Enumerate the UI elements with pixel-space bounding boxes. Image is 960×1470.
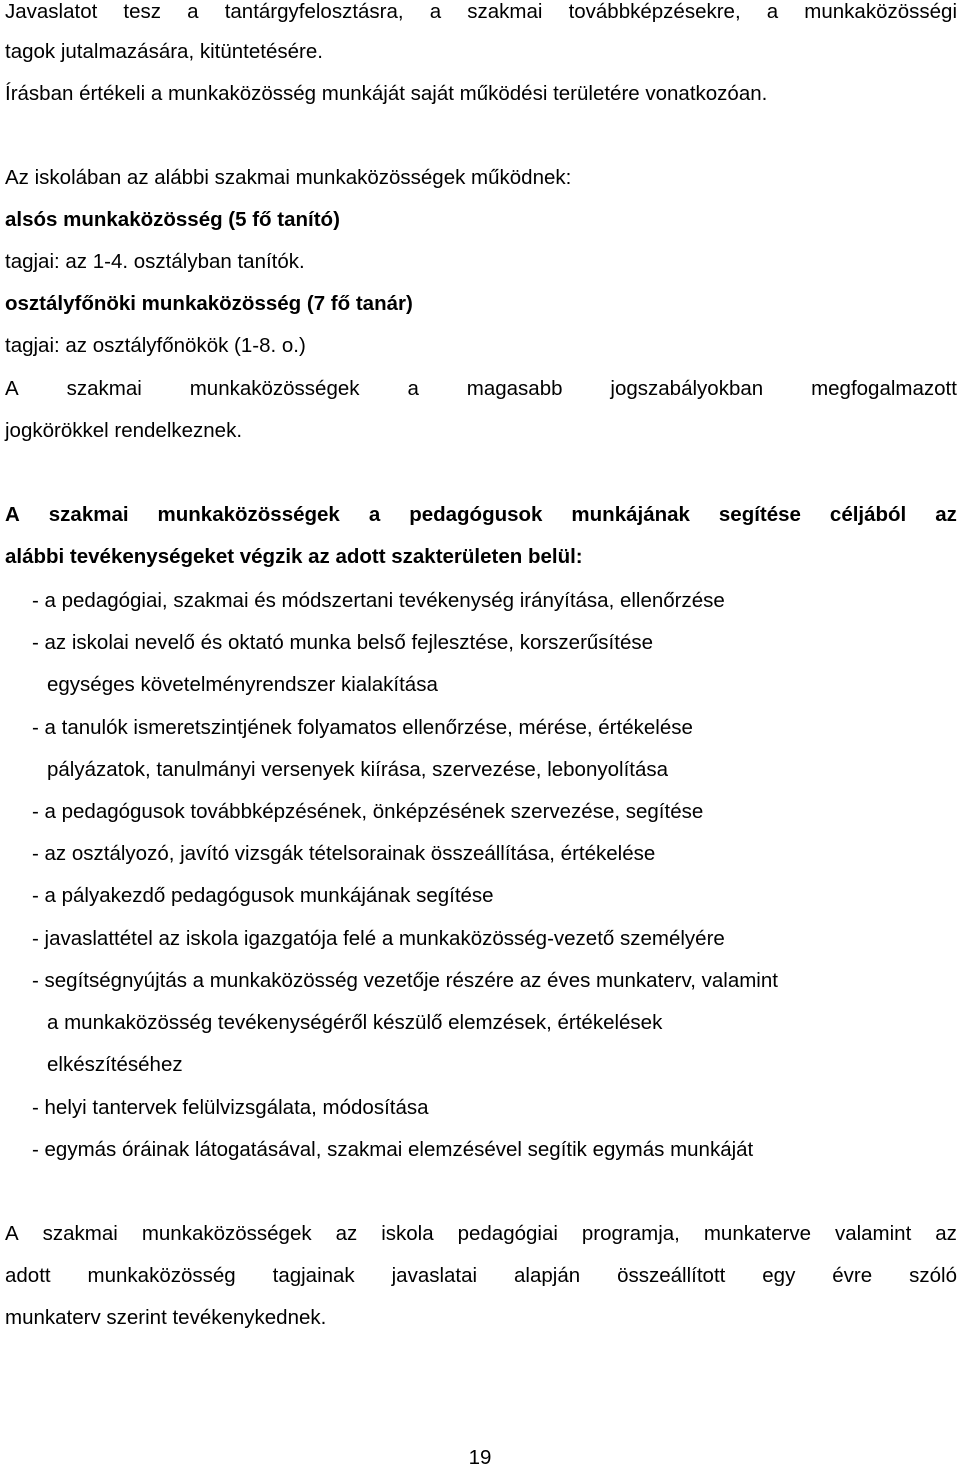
list-item: - helyi tantervek felülvizsgálata, módosítása [32, 1096, 429, 1119]
closing-line-2 [5, 1264, 957, 1288]
closing-word: programja, [581, 1222, 680, 1245]
list-item: - a pedagógiai, szakmai és módszertani tevékenység irányítása, ellenőrzése [32, 589, 725, 612]
activities-word: segítése [718, 503, 801, 526]
activities-word: a [368, 503, 381, 526]
activities-word: pedagógusok [409, 503, 543, 526]
closing-line-3: munkaterv szerint tevékenykednek. [5, 1306, 327, 1329]
communities-heading: Az iskolában az alábbi szakmai munkaközösségek működnek: [5, 166, 572, 189]
activities-word: céljából [829, 503, 907, 526]
powers-word: A [5, 377, 19, 400]
powers-line-1 [5, 377, 957, 401]
list-item: elkészítéséhez [47, 1053, 183, 1076]
closing-word: munkaterve [703, 1222, 811, 1245]
group2-title: osztályfőnöki munkaközösség (7 fő tanár) [5, 292, 413, 315]
closing-word: munkaközösségek [141, 1222, 312, 1245]
list-item: - javaslattétel az iskola igazgatója felé a munkaközösség-vezető személyére [32, 927, 725, 950]
closing-word: szakmai [42, 1222, 118, 1245]
list-item: - az osztályozó, javító vizsgák tételsorainak összeállítása, értékelése [32, 842, 656, 865]
closing-word: javaslatai [391, 1264, 478, 1287]
closing-word: évre [832, 1264, 873, 1287]
closing-word: alapján [514, 1264, 581, 1287]
activities-word: az [935, 503, 957, 526]
powers-word: jogszabályokban [610, 377, 764, 400]
list-item: - a tanulók ismeretszintjének folyamatos ellenőrzése, mérése, értékelése [32, 716, 693, 739]
closing-word: pedagógiai [457, 1222, 558, 1245]
closing-word: az [935, 1222, 957, 1245]
closing-word: szóló [909, 1264, 957, 1287]
intro-line-1-text: Javaslatot tesz a tantárgyfelosztásra, a szakmai továbbképzésekre, a munkaközösségi [5, 0, 957, 23]
closing-word: az [335, 1222, 358, 1245]
group1-title: alsós munkaközösség (5 fő tanító) [5, 208, 340, 231]
intro-line-1 [5, 0, 957, 24]
list-item: pályázatok, tanulmányi versenyek kiírása, szervezése, lebonyolítása [47, 758, 669, 781]
closing-word: tagjainak [272, 1264, 355, 1287]
powers-line-2: jogkörökkel rendelkeznek. [5, 419, 243, 442]
list-item: egységes követelményrendszer kialakítása [47, 673, 438, 696]
closing-word: összeállított [617, 1264, 726, 1287]
powers-word: munkaközösségek [189, 377, 360, 400]
powers-word: megfogalmazott [811, 377, 957, 400]
activities-intro-line-2: alábbi tevékenységeket végzik az adott szakterületen belül: [5, 545, 583, 568]
closing-word: adott [5, 1264, 51, 1287]
closing-word: egy [762, 1264, 796, 1287]
list-item: a munkaközösség tevékenységéről készülő elemzések, értékelések [47, 1011, 663, 1034]
powers-word: a [407, 377, 419, 400]
activities-intro-line-1 [5, 503, 957, 527]
activities-word: munkaközösségek [157, 503, 340, 526]
page-number: 19 [468, 1446, 492, 1469]
closing-word: iskola [381, 1222, 434, 1245]
intro-line-2: tagok jutalmazására, kitüntetésére. [5, 40, 323, 63]
closing-word: A [5, 1222, 19, 1245]
list-item: - a pályakezdő pedagógusok munkájának segítése [32, 884, 494, 907]
closing-line-1 [5, 1222, 957, 1246]
group1-members: tagjai: az 1-4. osztályban tanítók. [5, 250, 305, 273]
activities-word: A [5, 503, 20, 526]
powers-word: szakmai [66, 377, 142, 400]
list-item: - egymás óráinak látogatásával, szakmai elemzésével segítik egymás munkáját [32, 1138, 754, 1161]
closing-word: munkaközösség [87, 1264, 236, 1287]
intro-line-3: Írásban értékeli a munkaközösség munkáját saját működési területére vonatkozóan. [5, 82, 768, 105]
activities-word: munkájának [571, 503, 690, 526]
list-item: - az iskolai nevelő és oktató munka belső fejlesztése, korszerűsítése [32, 631, 653, 654]
list-item: - a pedagógusok továbbképzésének, önképzésének szervezése, segítése [32, 800, 704, 823]
activities-word: szakmai [48, 503, 129, 526]
list-item: - segítségnyújtás a munkaközösség vezetője részére az éves munkaterv, valamint [32, 969, 778, 992]
group2-members: tagjai: az osztályfőnökök (1-8. o.) [5, 334, 306, 357]
closing-word: valamint [834, 1222, 912, 1245]
powers-word: magasabb [466, 377, 563, 400]
